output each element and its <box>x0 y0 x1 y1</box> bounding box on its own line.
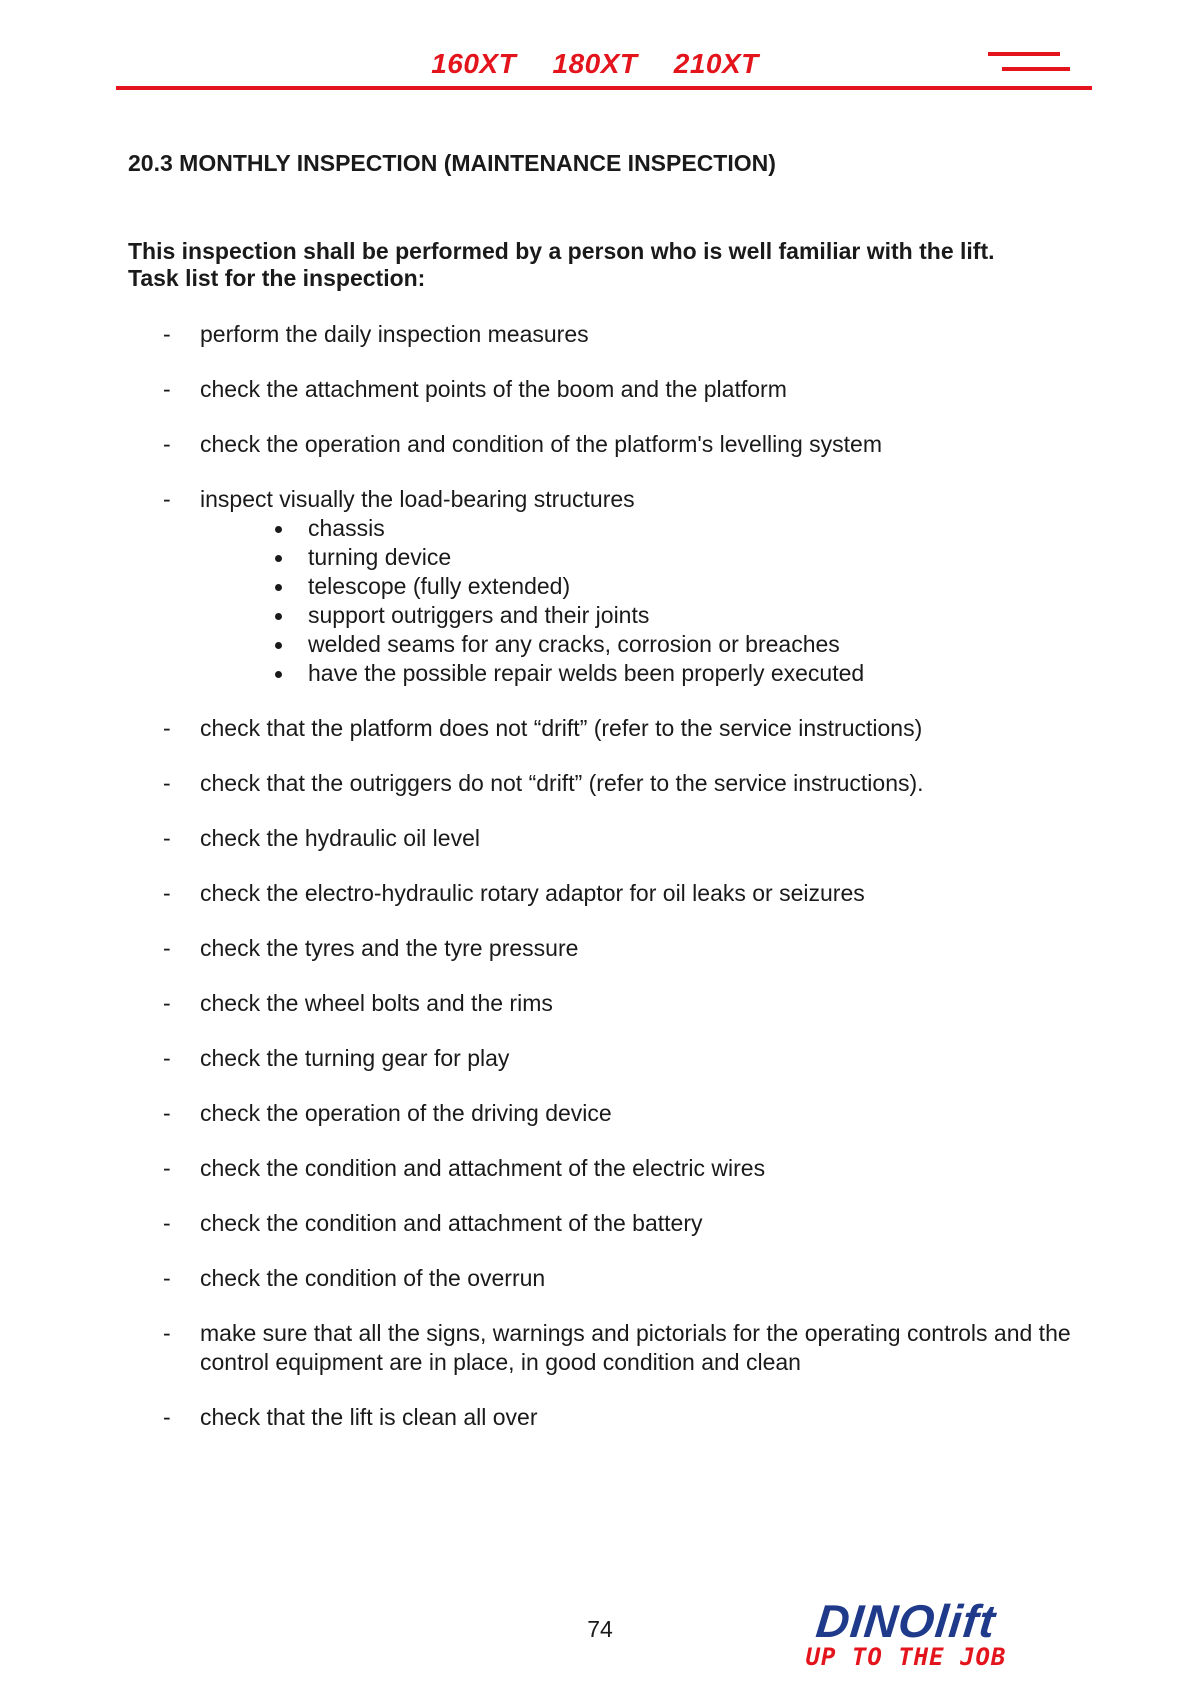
sub-item <box>200 659 1190 688</box>
task-item <box>0 714 1190 743</box>
task-text: check that the lift is clean all over <box>200 1404 538 1430</box>
list-dash: - <box>163 880 171 906</box>
logo-tagline: UP TO THE JOB <box>805 1643 1007 1671</box>
list-dash: - <box>163 990 171 1016</box>
intro-line-2: Task list for the inspection: <box>128 265 426 291</box>
task-item <box>0 1044 1190 1073</box>
list-dash: - <box>163 1320 171 1346</box>
task-text: check the electro-hydraulic rotary adaptor for oil leaks or seizures <box>200 880 865 906</box>
model-180xt: 180XT <box>552 48 638 79</box>
task-text: check that the outriggers do not “drift” (refer to the service instructions). <box>200 770 924 796</box>
task-text: check the condition of the overrun <box>200 1265 546 1291</box>
task-item <box>0 1099 1190 1128</box>
list-dash: - <box>163 1045 171 1071</box>
task-text: check the tyres and the tyre pressure <box>200 935 579 961</box>
intro <box>128 238 1088 292</box>
bullet-icon <box>275 555 282 562</box>
bullet-icon <box>275 526 282 533</box>
sub-item-text: turning device <box>308 544 452 570</box>
dinolift-logo <box>800 1595 1012 1671</box>
task-item <box>0 934 1190 963</box>
list-dash: - <box>163 1155 171 1181</box>
sub-item-text: support outriggers and their joints <box>308 602 650 628</box>
list-dash: - <box>163 715 171 741</box>
bullet-icon <box>275 584 282 591</box>
task-item <box>0 769 1190 798</box>
sub-item <box>200 514 1190 543</box>
bullet-icon <box>275 642 282 649</box>
task-text: check the turning gear for play <box>200 1045 510 1071</box>
task-item <box>0 1264 1190 1293</box>
task-item <box>0 375 1190 404</box>
structure-sublist <box>200 514 1190 688</box>
sub-item-text: chassis <box>308 515 385 541</box>
model-210xt: 210XT <box>673 48 759 79</box>
task-item <box>0 1209 1190 1238</box>
task-text: check the operation and condition of the platform's levelling system <box>200 431 882 457</box>
task-item <box>0 1403 1190 1432</box>
task-text: inspect visually the load-bearing structures <box>200 486 635 512</box>
logo-wordmark: DINOlift <box>813 1595 999 1647</box>
task-item <box>0 1154 1190 1183</box>
task-item <box>0 320 1190 349</box>
task-item <box>0 824 1190 853</box>
task-item <box>0 989 1190 1018</box>
list-dash: - <box>163 1210 171 1236</box>
list-dash: - <box>163 376 171 402</box>
task-text: check the attachment points of the boom and the platform <box>200 376 787 402</box>
list-dash: - <box>163 321 171 347</box>
sub-item-text: welded seams for any cracks, corrosion or breaches <box>308 631 840 657</box>
list-dash: - <box>163 935 171 961</box>
task-text: check the operation of the driving device <box>200 1100 612 1126</box>
intro-line-1: This inspection shall be performed by a person who is well familiar with the lift. <box>128 238 995 264</box>
bullet-icon <box>275 671 282 678</box>
sub-item <box>200 630 1190 659</box>
sub-item-text: telescope (fully extended) <box>308 573 571 599</box>
list-dash: - <box>163 1265 171 1291</box>
sub-item <box>200 601 1190 630</box>
list-dash: - <box>163 1100 171 1126</box>
task-text: check the condition and attachment of the electric wires <box>200 1155 766 1181</box>
task-item <box>0 1319 1190 1377</box>
task-item <box>0 485 1190 688</box>
task-text: check the condition and attachment of the battery <box>200 1210 703 1236</box>
page-number: 74 <box>587 1616 613 1642</box>
task-text: check that the platform does not “drift” (refer to the service instructions) <box>200 715 923 741</box>
task-text: check the wheel bolts and the rims <box>200 990 553 1016</box>
sub-item-text: have the possible repair welds been properly executed <box>308 660 865 686</box>
list-dash: - <box>163 486 171 512</box>
task-text: check the hydraulic oil level <box>200 825 480 851</box>
bullet-icon <box>275 613 282 620</box>
header-divider <box>116 86 1092 90</box>
sub-item <box>200 572 1190 601</box>
task-item <box>0 879 1190 908</box>
task-text: make sure that all the signs, warnings and pictorials for the operating controls and the control equipment are in place, in good condition and clean <box>200 1320 1071 1375</box>
task-item <box>0 430 1190 459</box>
list-dash: - <box>163 431 171 457</box>
list-dash: - <box>163 825 171 851</box>
sub-item <box>200 543 1190 572</box>
model-160xt: 160XT <box>431 48 517 79</box>
list-dash: - <box>163 1404 171 1430</box>
task-list <box>0 320 1190 1458</box>
section-title: 20.3 MONTHLY INSPECTION (MAINTENANCE INSPECTION) <box>128 150 776 176</box>
list-dash: - <box>163 770 171 796</box>
task-text: perform the daily inspection measures <box>200 321 589 347</box>
